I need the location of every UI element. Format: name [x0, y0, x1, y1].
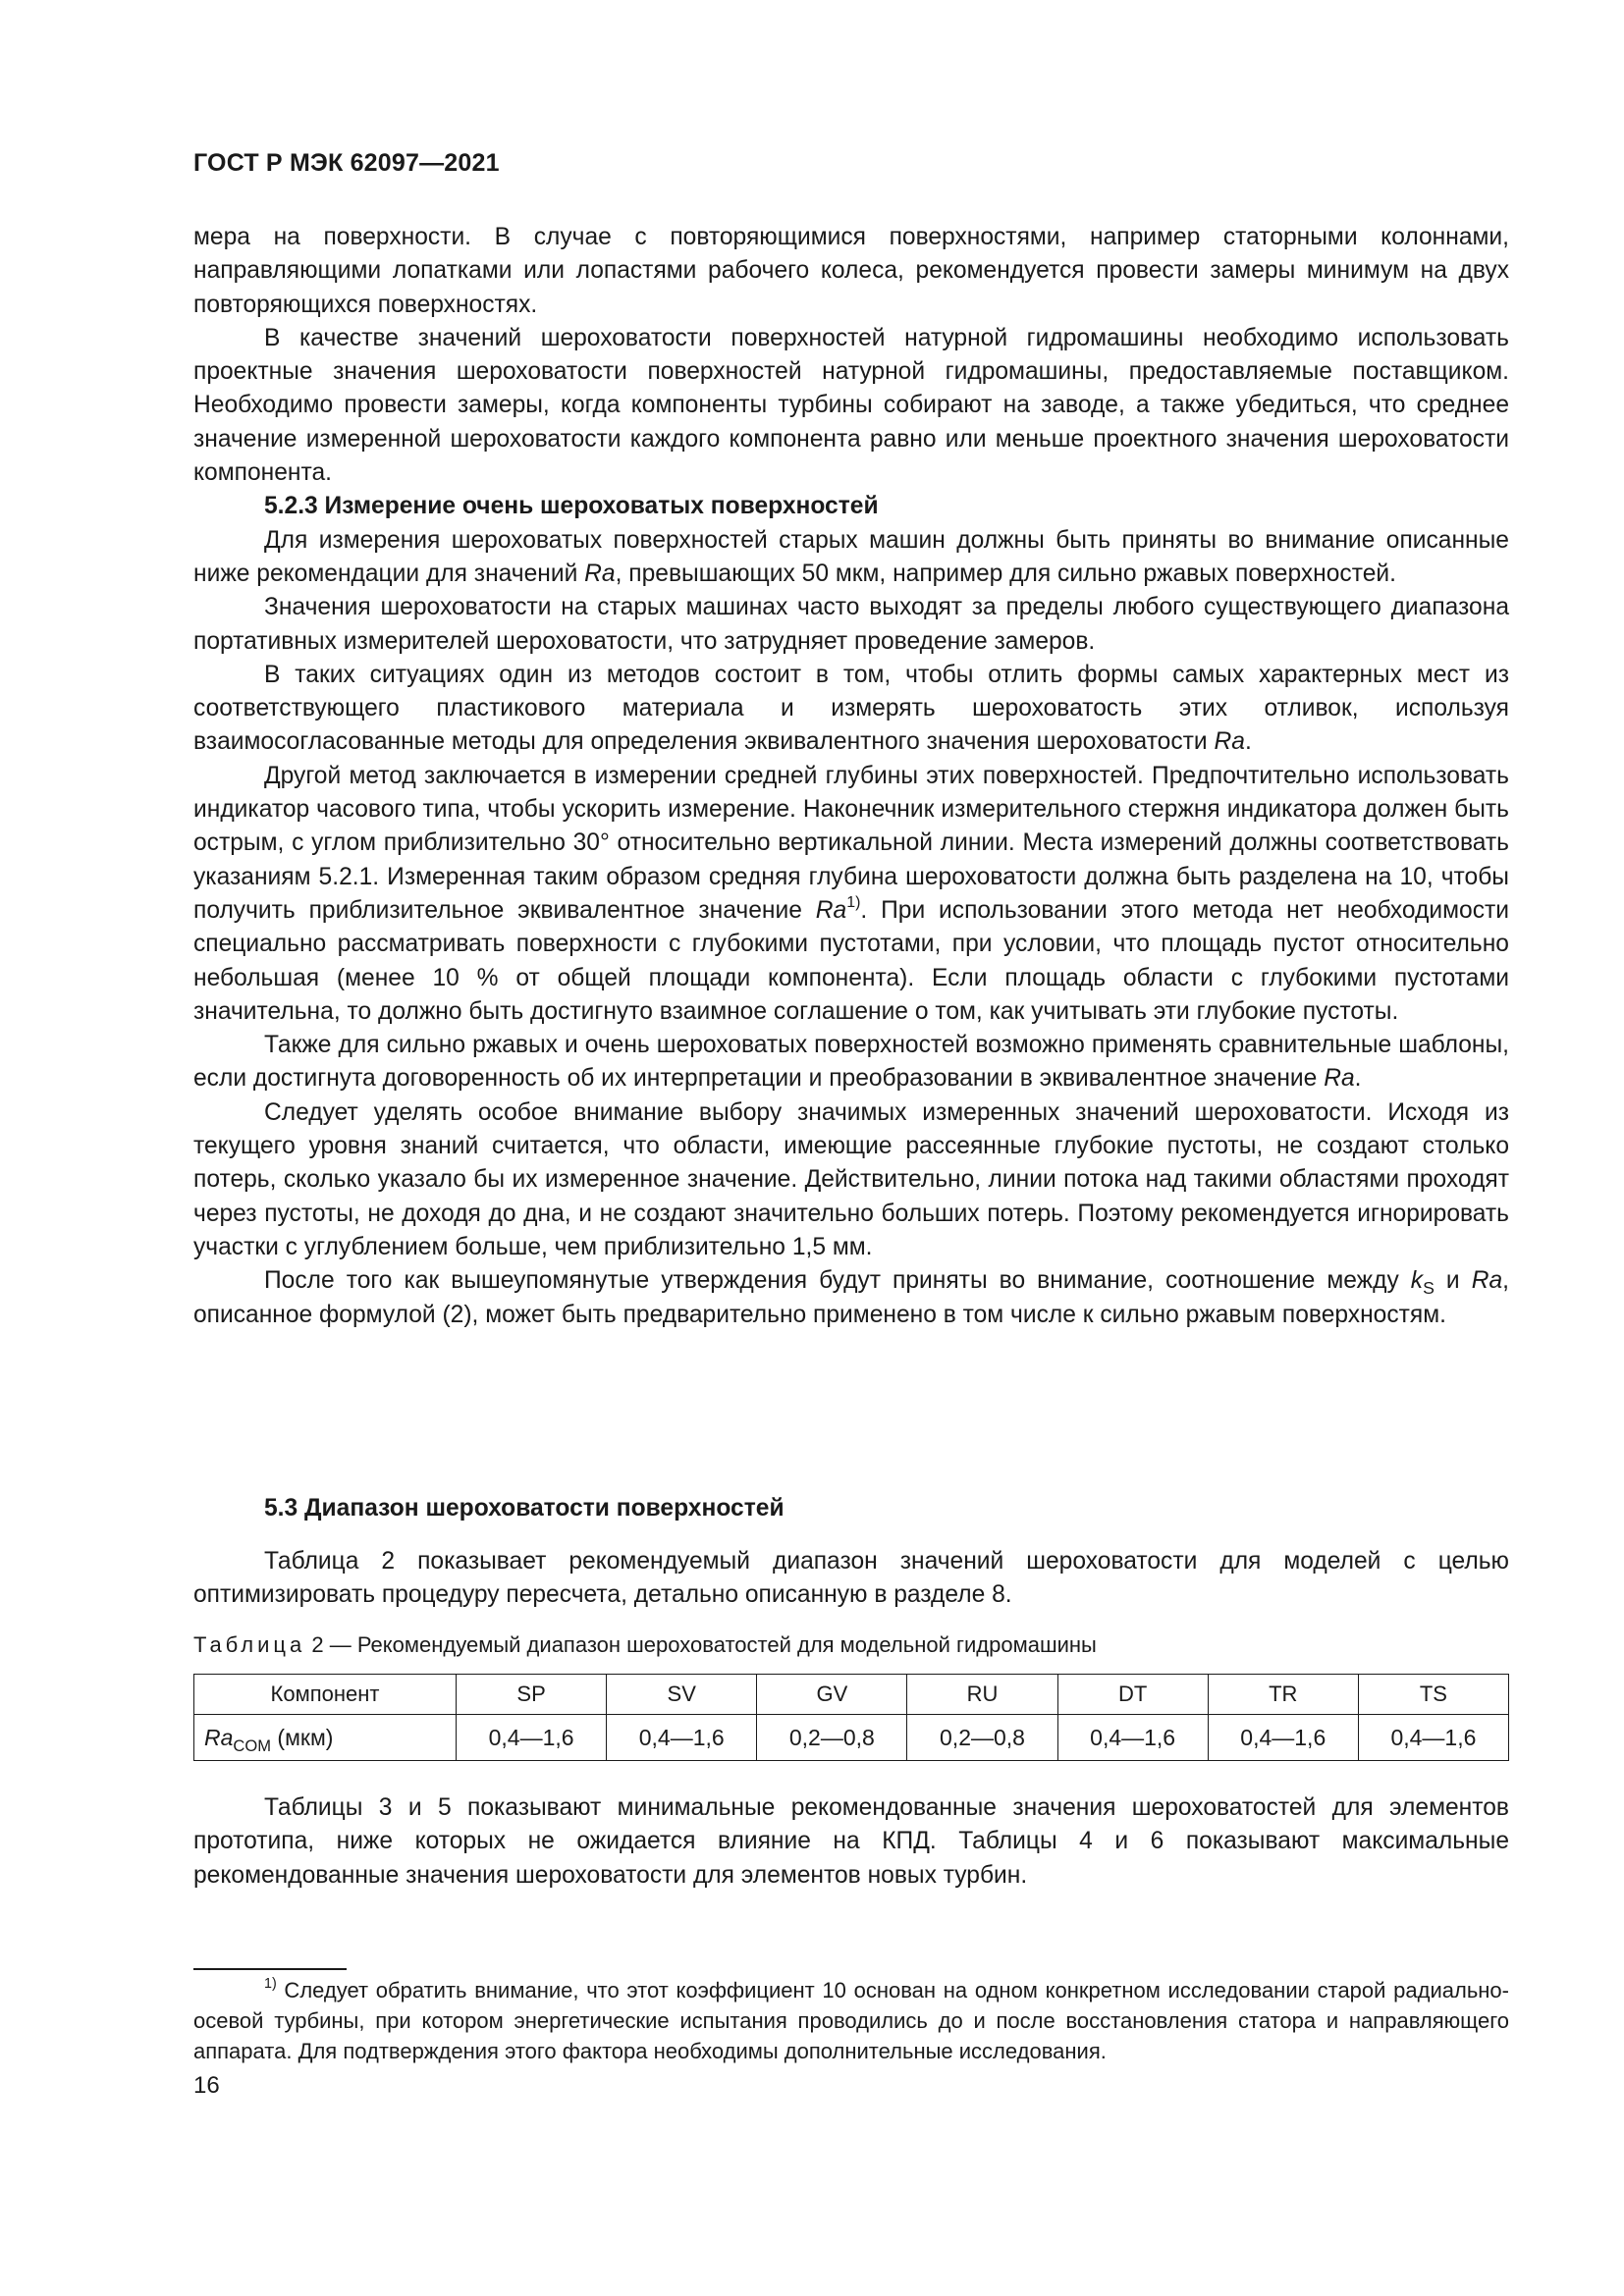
footnote-divider	[193, 1968, 347, 1970]
table-header-cell: SV	[607, 1675, 757, 1715]
text-span: После того как вышеупомянутые утверждения будут приняты во внимание, соотношение между	[264, 1267, 1411, 1295]
table-cell: 0,4—1,6	[1208, 1715, 1358, 1761]
page-number: 16	[193, 2072, 220, 2099]
section-heading-5-3: 5.3 Диапазон шероховатости поверхностей	[264, 1495, 785, 1522]
table-header-cell: Компонент	[194, 1675, 457, 1715]
section-5-3-text	[193, 1545, 1509, 1613]
footnote	[193, 1975, 1509, 2066]
table-caption	[193, 1632, 1097, 1658]
unit-label: (мкм)	[271, 1724, 334, 1750]
footnote-mark: 1)	[264, 1976, 277, 1992]
table-header-cell: TR	[1208, 1675, 1358, 1715]
ra-symbol: Ra	[584, 560, 616, 587]
ks-symbol: k	[1410, 1267, 1424, 1295]
roughness-table	[193, 1674, 1509, 1761]
paragraph	[193, 1029, 1509, 1096]
paragraph: мера на поверхности. В случае с повторяющимися поверхностями, например статорными колоннами, направляющими лопатками или лопастями рабочего колеса, рекомендуется провести замеры минимум на двух повторяющихся поверхностях.	[193, 224, 1509, 318]
paragraph: В качестве значений шероховатости поверхностей натурной гидромашины необходимо использовать проектные значения шероховатости поверхностей натурной гидромашины, предоставляемые поставщиком. Необходимо провести замеры, когда компоненты турбины собирают на заводе, а также убедиться, что среднее значение измеренной шероховатости каждого компонента равно или меньше проектного значения шероховатости компонента.	[193, 324, 1509, 487]
text-span: . При использовании этого метода нет необходимости специально рассматривать поверхности с глубокими пустотами, при условии, что площадь пустот относительно небольшая (менее 10 % от общей площади компонента). Если площадь области с глубокими пустотами значительна, то должно быть достигнуто взаимное соглашение о том, как учитывать эти глубокие пустоты.	[193, 896, 1509, 1025]
table-header-cell: DT	[1057, 1675, 1208, 1715]
ra-symbol: Ra	[204, 1724, 234, 1750]
after-table-text	[193, 1791, 1509, 1893]
table-cell: 0,4—1,6	[607, 1715, 757, 1761]
ra-symbol: Ra	[1324, 1065, 1355, 1093]
paragraph: Следует уделять особое внимание выбору значимых измеренных значений шероховатости. Исходя из текущего уровня знаний считается, что области, имеющие рассеянные глубокие пустоты, не создают столько потерь, сколько указало бы их измеренное значение. Действительно, линии потока над такими областями проходят через пустоты, не доходя до дна, и не создают значительно больших потерь. Поэтому рекомендуется игнорировать участки с углублением больше, чем приблизительно 1,5 мм.	[193, 1098, 1509, 1260]
table-header-cell: RU	[907, 1675, 1057, 1715]
table-header-cell: TS	[1358, 1675, 1508, 1715]
paragraph	[193, 1264, 1509, 1332]
paragraph: Таблицы 3 и 5 показывают минимальные рекомендованные значения шероховатостей для элементов прототипа, ниже которых не ожидается влияние на КПД. Таблицы 4 и 6 показывают максимальные рекомендованные значения шероховатости для элементов новых турбин.	[193, 1794, 1509, 1889]
text-span: , описанное формулой (2), может быть предварительно применено в том числе к сильно ржавым поверхностям.	[193, 1267, 1509, 1328]
footnote-text: Следует обратить внимание, что этот коэффициент 10 основан на одном конкретном исследовании старой радиально-осевой турбины, при котором энергетические испытания проводились до и после восстановления статора и направляющего аппарата. Для подтверждения этого фактора необходимы дополнительные исследования.	[193, 1978, 1509, 2063]
ks-subscript: S	[1423, 1278, 1435, 1299]
paragraph	[193, 524, 1509, 592]
footnote-paragraph	[193, 1975, 1509, 2066]
table-header-row	[194, 1675, 1509, 1715]
text-span: .	[1244, 728, 1252, 756]
paragraph: Таблица 2 показывает рекомендуемый диапазон значений шероховатости для моделей с целью оптимизировать процедуру пересчета, детально описанную в разделе 8.	[193, 1548, 1509, 1609]
document-id: ГОСТ Р МЭК 62097—2021	[193, 149, 500, 177]
section-heading-5-2-3: 5.2.3 Измерение очень шероховатых поверхностей	[264, 493, 879, 520]
ra-symbol: Ra	[1214, 728, 1245, 756]
text-span: , превышающих 50 мкм, например для сильно ржавых поверхностей.	[615, 560, 1396, 587]
table-cell: 0,2—0,8	[907, 1715, 1057, 1761]
text-span: и	[1434, 1267, 1472, 1295]
text-span: Другой метод заключается в измерении средней глубины этих поверхностей. Предпочтительно использовать индикатор часового типа, чтобы ускорить измерение. Наконечник измерительного стержня индикатора должен быть острым, с углом приблизительно 30° относительно вертикальной линии. Места измерений должны соответствовать указаниям 5.2.1. Измеренная таким образом средняя глубина шероховатости должна быть разделена на 10, чтобы получить приблизительное эквивалентное значение	[193, 762, 1509, 924]
ra-subscript: COM	[233, 1735, 272, 1755]
body-text	[193, 221, 1509, 1332]
table-cell: 0,2—0,8	[757, 1715, 907, 1761]
paragraph: Значения шероховатости на старых машинах часто выходят за пределы любого существующего диапазона портативных измерителей шероховатости, что затрудняет проведение замеров.	[193, 594, 1509, 655]
text-span: .	[1354, 1065, 1362, 1093]
text-span: Для измерения шероховатых поверхностей старых машин должны быть приняты во внимание описанные ниже рекомендации для значений	[193, 526, 1509, 587]
table-header-cell: GV	[757, 1675, 907, 1715]
paragraph	[193, 659, 1509, 760]
ra-symbol: Ra	[1471, 1267, 1503, 1295]
text-span: Также для сильно ржавых и очень шероховатых поверхностей возможно применять сравнительные шаблоны, если достигнута договоренность об их интерпретации и преобразовании в эквивалентное значение	[193, 1032, 1509, 1093]
table-header-cell: SP	[457, 1675, 607, 1715]
ra-symbol: Ra	[815, 896, 847, 924]
footnote-ref: 1)	[846, 893, 861, 911]
table-cell: 0,4—1,6	[457, 1715, 607, 1761]
table-row-label	[194, 1715, 457, 1761]
table-row	[194, 1715, 1509, 1761]
table-caption-label: Таблица	[193, 1632, 306, 1657]
table-cell: 0,4—1,6	[1057, 1715, 1208, 1761]
text-span: В таких ситуациях один из методов состоит в том, чтобы отлить формы самых характерных мест из соответствующего пластикового материала и измерять шероховатость этих отливок, используя взаимосогласованные методы для определения эквивалентного значения шероховатости	[193, 661, 1509, 756]
paragraph	[193, 760, 1509, 1029]
table-cell: 0,4—1,6	[1358, 1715, 1508, 1761]
table-caption-text: 2 — Рекомендуемый диапазон шероховатостей для модельной гидромашины	[305, 1632, 1097, 1657]
